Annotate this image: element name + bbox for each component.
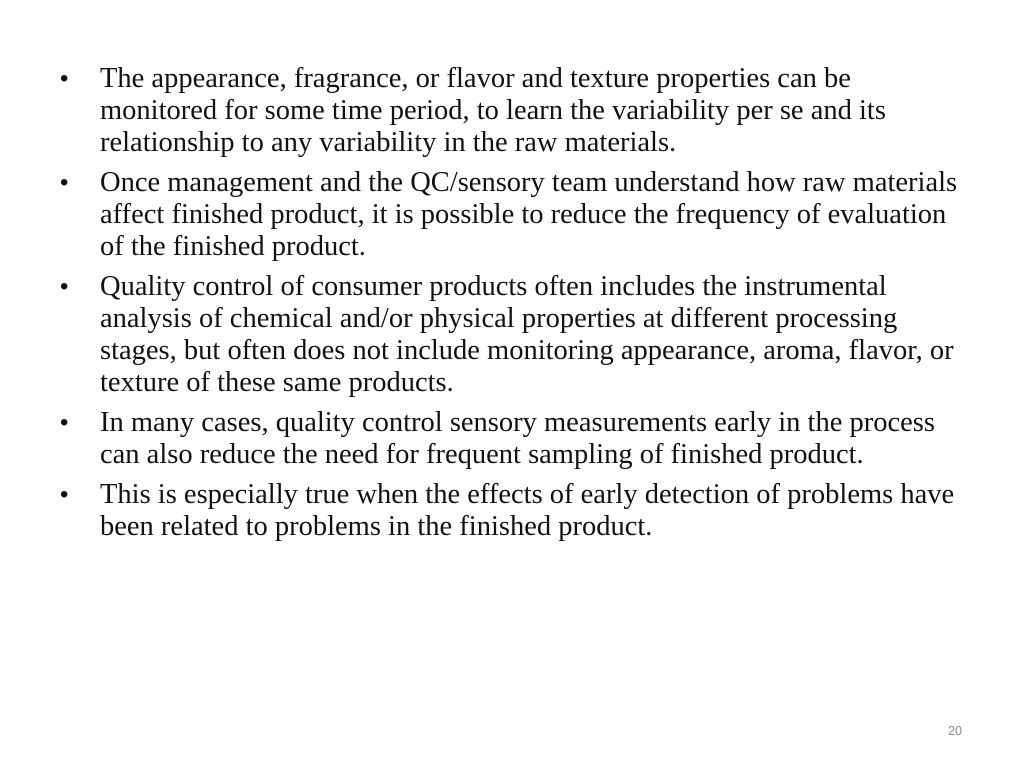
bullet-text-3: Quality control of consumer products often includes the instrumental analysis of chemical and/or physical properties at different processing stages, but often does not include monitoring appearance, aroma, flavor, or texture of these same products. [100,271,954,398]
bullet-item-5 [56,479,966,543]
bullet-item-4 [56,407,966,471]
page-number: 20 [948,724,962,738]
bullet-item-2 [56,167,966,263]
bullet-text-5: This is especially true when the effects of early detection of problems have been related to problems in the finished product. [100,479,955,542]
bullet-list [56,63,966,551]
bullet-text-1: The appearance, fragrance, or flavor and texture properties can be monitored for some time period, to learn the variability per se and its relationship to any variability in the raw materials. [100,63,886,158]
bullet-icon: • [60,169,69,196]
bullet-text-4: In many cases, quality control sensory measurements early in the process can also reduce the need for frequent sampling of finished product. [100,407,935,470]
bullet-icon: • [60,273,69,300]
bullet-item-1 [56,63,966,159]
bullet-icon: • [60,481,69,508]
bullet-icon: • [60,65,69,92]
bullet-text-2: Once management and the QC/sensory team understand how raw materials affect finished product, it is possible to reduce the frequency of evaluation of the finished product. [100,167,958,262]
bullet-icon: • [60,409,69,436]
bullet-item-3 [56,271,966,399]
